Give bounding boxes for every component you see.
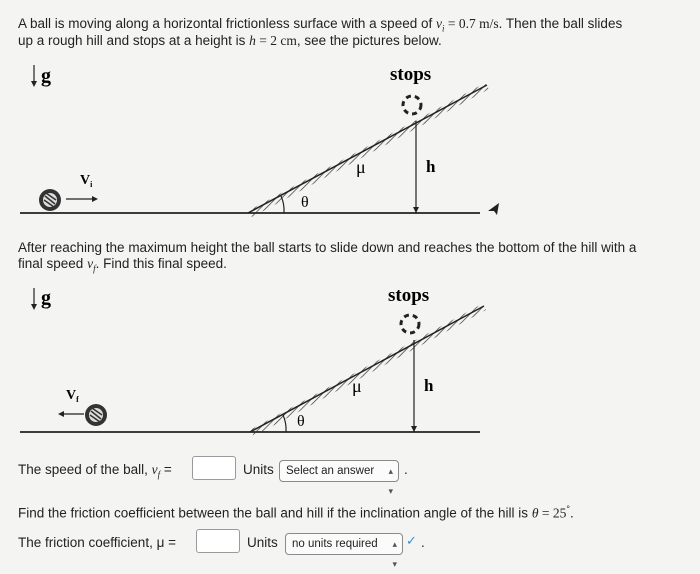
speed-units-label: Units	[243, 462, 274, 477]
intro-text-c: up a rough hill and stops at a height is	[18, 33, 250, 48]
ball-icon	[39, 189, 61, 211]
speed-answer-input[interactable]	[192, 456, 236, 480]
theta-symbol: θ	[531, 505, 539, 521]
speed-label: The speed of the ball,	[18, 462, 152, 477]
intro-line-2	[18, 32, 442, 49]
stops-label: stops	[388, 285, 430, 306]
friction-question-end: .	[569, 505, 574, 521]
trailing-dot: .	[404, 462, 408, 477]
velocity-arrow-icon	[58, 411, 84, 417]
diagram-2	[0, 280, 700, 440]
part2-line-1: After reaching the maximum height the ball starts to slide down and reaches the bottom of the hill with a	[18, 240, 637, 255]
trailing-dot-2: .	[421, 535, 425, 550]
mu-label: μ	[356, 157, 366, 177]
incline-line	[250, 306, 484, 432]
select-arrows-icon: ▴ ▾	[388, 466, 393, 496]
stops-label: stops	[390, 64, 432, 85]
height-label: h	[424, 376, 434, 395]
mu-label: μ	[352, 376, 362, 396]
speed-units-select[interactable]	[279, 460, 399, 496]
part2-text-a: final speed	[18, 256, 88, 271]
gravity-arrow-icon	[31, 288, 37, 310]
gravity-label: g	[41, 287, 51, 309]
vf-subscript: f	[93, 263, 96, 274]
velocity-label: $V_f$	[66, 388, 79, 404]
vi-symbol: v	[435, 16, 442, 31]
part2-line-2	[18, 255, 227, 278]
intro-text-b: . Then the ball slides	[498, 16, 623, 31]
vf-symbol: v	[87, 256, 94, 271]
speed-question	[18, 461, 172, 484]
intro-text-d: , see the pictures below.	[296, 33, 442, 48]
gravity-label: g	[41, 65, 51, 87]
h-value: = 2 cm	[255, 33, 297, 48]
friction-units-label: Units	[247, 535, 278, 550]
friction-units-select[interactable]	[285, 533, 403, 569]
degree-symbol: °	[566, 504, 570, 514]
gravity-arrow-icon	[31, 65, 37, 87]
height-label: h	[426, 157, 436, 176]
ball-stopped-icon	[401, 315, 419, 333]
speed-units-value: Select an answer	[286, 465, 375, 477]
diagram-1	[0, 55, 700, 225]
velocity-label: $V_i$	[80, 173, 93, 189]
h-symbol: h	[249, 33, 256, 48]
ball-icon	[85, 404, 107, 426]
ball-stopped-icon	[403, 96, 421, 114]
incline-line	[248, 85, 487, 213]
intro-text-a: A ball is moving along a horizontal frictionless surface with a speed of	[18, 16, 436, 31]
friction-label: The friction coefficient, μ =	[18, 535, 176, 550]
vi-subscript: i	[441, 23, 445, 34]
check-icon: ✓	[406, 533, 417, 548]
speed-equals: =	[160, 462, 172, 477]
cursor-icon	[488, 203, 499, 215]
speed-symbol: v	[151, 462, 158, 477]
friction-question-text: Find the friction coefficient between the ball and hill if the inclination angle of the hill is	[18, 505, 532, 521]
friction-question	[18, 501, 574, 522]
speed-subscript: f	[157, 469, 161, 480]
friction-answer-input[interactable]	[196, 529, 240, 553]
friction-units-value: no units required	[292, 538, 378, 550]
theta-value: = 25	[538, 505, 567, 521]
part2-text-b: . Find this final speed.	[95, 256, 227, 271]
theta-label: θ	[301, 194, 309, 211]
select-arrows-icon: ▴ ▾	[392, 539, 397, 569]
velocity-arrow-icon	[66, 196, 98, 202]
vi-value: = 0.7 m/s	[444, 16, 499, 31]
theta-label: θ	[297, 413, 305, 430]
